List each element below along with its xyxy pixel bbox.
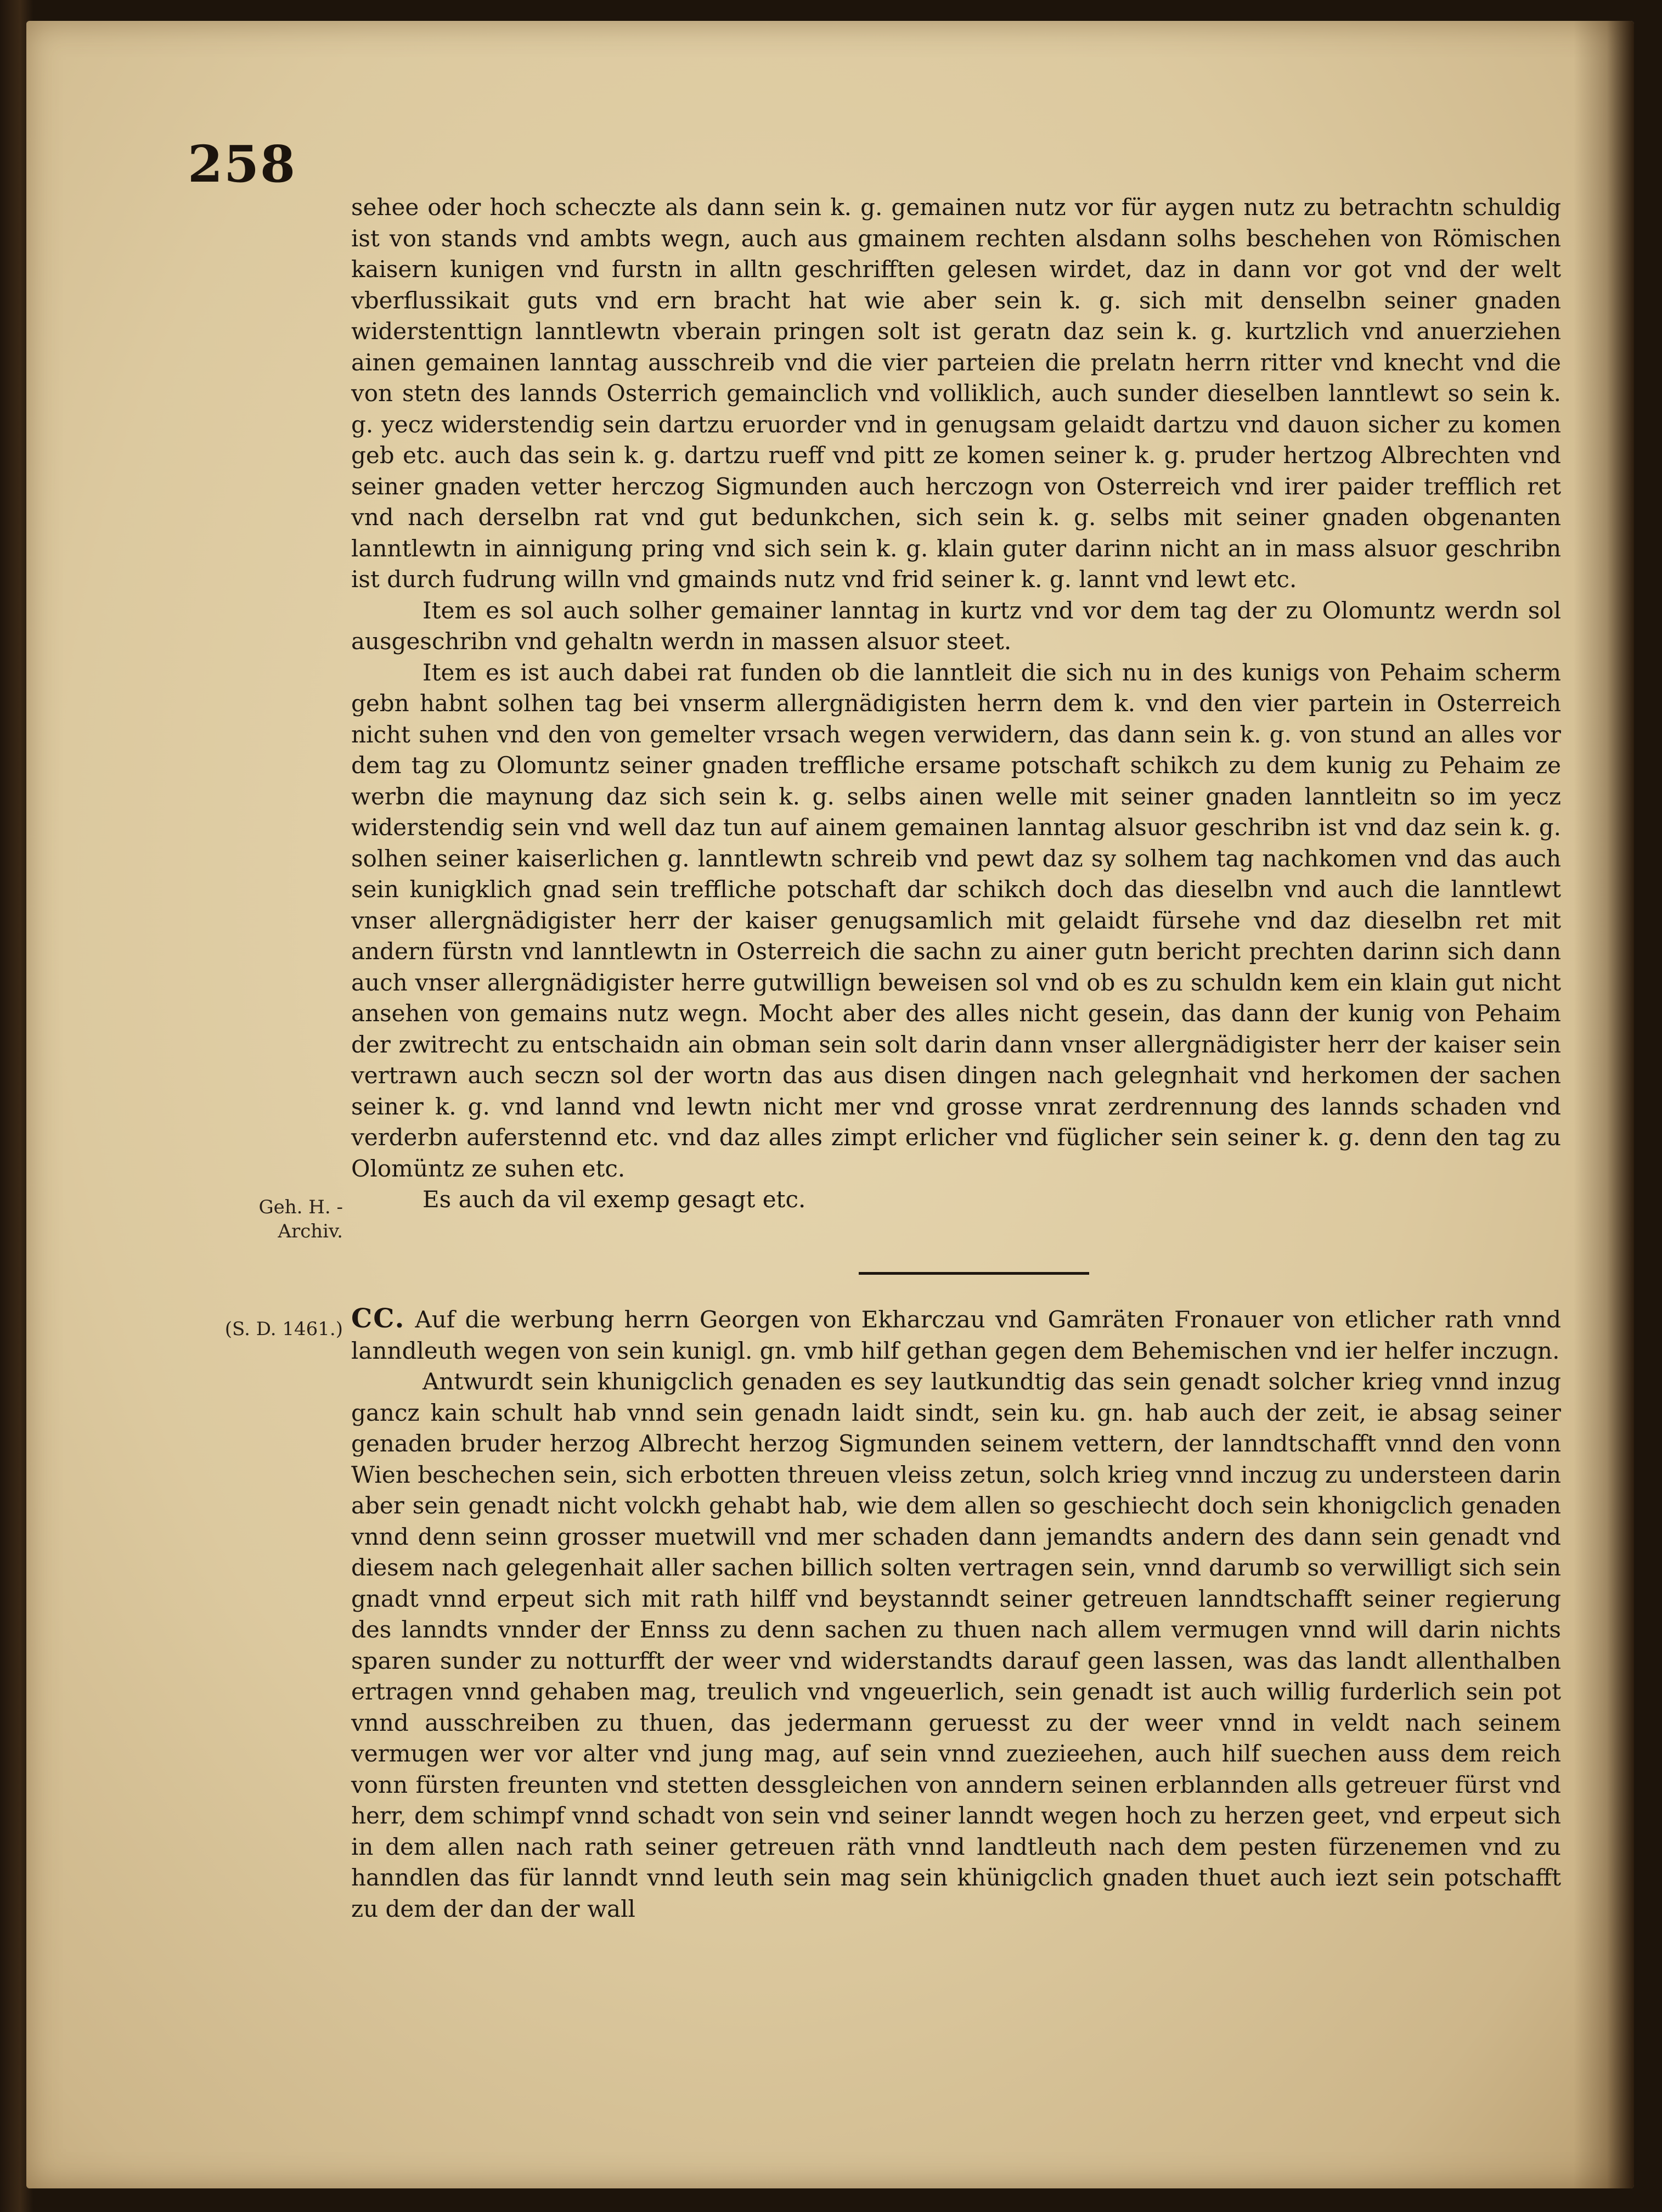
paragraph-2: Item es sol auch solher gemainer lanntag in kurtz vnd vor dem tag der zu Olomuntz werdn sol ausgeschribn vnd gehaltn werdn in massen alsuor steet.	[351, 596, 1561, 655]
document-heading	[351, 1303, 1561, 1366]
section-2-text	[351, 1303, 1561, 1924]
page-spine-shadow	[1574, 21, 1634, 2188]
document-paragraph: Antwurdt sein khunigclich genaden es sey lautkundtig das sein genadt solcher krieg vnnd inzug gancz kain schult hab vnnd sein genadn laidt sindt, sein ku. gn. hab auch der zeit, ie absag seiner genaden bruder herzog Albrecht herzog Sigmunden seinem vettern, der lanndtschafft vnnd den vonn Wien beschechen sein, sich erbotten threuen vleiss zetun, solch krieg vnnd inczug zu understeen darin aber sein genadt nicht volckh gehabt hab, wie dem allen so geschiecht doch sein khonigclich genaden vnnd denn seinn grosser muetwill vnd mer schaden dann jemandts andern des dann sein genadt vnd diesem nach gelegenhait aller sachen billich solten vertragen sein, vnnd darumb so verwilligt sich sein gnadt vnnd erpeut sich mit rath hilff vnd beystanndt seiner getreuen lanndtschafft seiner regierung des lanndts vnnder der Ennss zu denn sachen zu thuen nach allem vermugen vnnd will darin nichts sparen sunder zu notturfft der weer vnd widerstandts darauf geen lassen, was das landt allenthalben ertragen vnnd gehaben mag, treulich vnd vngeuerlich, sein genadt ist auch willig furderlich sein pot vnnd ausschreiben zu thuen, das jedermann geruesst zu der weer vnnd in veldt nach seinem vermugen wer vor alter vnd jung mag, auf sein vnnd zuezieehen, auch hilf suechen auss dem reich vonn fürsten freunten vnd stetten dessgleichen von anndern seinen erblannden alls getreuer fürst vnd herr, dem schimpf vnnd schadt von sein vnd seiner lanndt wegen hoch zu herzen geet, vnd erpeut sich in dem allen nach rath seiner getreuen räth vnnd landtleuth nach dem pesten fürzenemen vnd zu hanndlen das für lanndt vnnd leuth sein mag sein khünigclich gnaden thuet auch iezt sein potschafft zu dem der dan der wall	[351, 1368, 1561, 1922]
page-number: 258	[188, 134, 297, 194]
document-heading-text: Auf die werbung herrn Georgen von Ekharczau vnd Gamräten Fronauer von etlicher rath vnnd lanndleuth wegen von sein kunigl. gn. vmb hilf gethan gegen dem Behemischen vnd ier helfer inczugn.	[351, 1306, 1561, 1364]
paragraph-4: Es auch da vil exemp gesagt etc.	[422, 1186, 806, 1213]
document-number: CC.	[351, 1303, 405, 1334]
section-divider	[859, 1272, 1089, 1275]
section-1-text	[351, 192, 1561, 1215]
paragraph-1: sehee oder hoch scheczte als dann sein k. g. gemainen nutz vor für aygen nutz zu betrachtn schuldig ist von stands vnd ambts wegn, auch aus gmainem rechten alsdann solhs beschehen von Römischen kaisern kunigen vnd furstn in alltn geschrifften gelesen wirdet, daz in dann vor got vnd der welt vberflussikait guts vnd ern bracht hat wie aber sein k. g. sich mit denselbn seiner gnaden widerstenttign lanntlewtn vberain pringen solt ist geratn daz sein k. g. kurtzlich vnd anuerziehen ainen gemainen lanntag ausschreib vnd die vier parteien die prelatn herrn ritter vnd knecht vnd die von stetn des lannds Osterrich gemainclich vnd volliklich, auch sunder dieselben lanntlewt so sein k. g. yecz widerstendig sein dartzu eruorder vnd in genugsam gelaidt dartzu vnd dauon sicher zu komen geb etc. auch das sein k. g. dartzu rueff vnd pitt ze komen seiner k. g. pruder hertzog Albrechten vnd seiner gnaden vetter herczog Sigmunden auch herczogn von Osterreich vnd irer paider trefflich ret vnd nach derselbn rat vnd gut bedunkchen, sich sein k. g. selbs mit seiner gnaden obgenanten lanntlewtn in ainnigung pring vnd sich sein k. g. klain guter darinn nicht an in mass alsuor geschribn ist durch fudrung willn vnd gmainds nutz vnd frid seiner k. g. lannt vnd lewt etc.	[351, 194, 1561, 593]
date-margin-note: (S. D. 1461.)	[224, 1318, 343, 1340]
paragraph-3: Item es ist auch dabei rat funden ob die lanntleit die sich nu in des kunigs von Pehaim scherm gebn habnt solhen tag bei vnserm allergnädigisten herrn dem k. vnd den vier partein in Osterreich nicht suhen vnd den von gemelter vrsach wegen verwidern, das dann sein k. g. von stund an alles vor dem tag zu Olomuntz seiner gnaden treffliche ersame potschaft schikch zu dem kunig zu Pehaim ze werbn die maynung daz sich sein k. g. selbs ainen welle mit seiner gnaden lanntleitn so im yecz widerstendig sein vnd well daz tun auf ainem gemainen lanntag alsuor geschribn ist vnd daz sein k. g. solhen seiner kaiserlichen g. lanntlewtn schreib vnd pewt daz sy solhem tag nachkomen vnd das auch sein kunigklich gnad sein treffliche potschaft dar schikch doch das dieselbn vnd auch die lanntlewt vnser allergnädigister herr der kaiser genugsamlich mit gelaidt fürsehe vnd daz dieselbn ret mit andern fürstn vnd lanntlewtn in Osterreich die sachn zu ainer gutn bericht prechten darinn sich dann auch vnser allergnädigister herre gutwillign beweisen sol vnd ob es zu schuldn kem ein klain gut nicht ansehen von gemains nutz wegn. Mocht aber des alles nicht gesein, das dann der kunig von Pehaim der zwitrecht zu entschaidn ain obman sein solt darin dann vnser allergnädigister herr der kaiser sein vertrawn auch seczn sol der wortn das aus disen dingen nach gelegnhait vnd herkomen der sachen seiner k. g. vnd lannd vnd lewtn nicht mer vnd grosse vnrat zerdrennung des lannds schaden vnd verderbn auferstennd etc. vnd daz alles zimpt erlicher vnd füglicher sein seiner k. g. denn den tag zu Olomüntz ze suhen etc.	[351, 658, 1561, 1182]
archive-margin-note: Geh. H. - Archiv.	[258, 1196, 343, 1242]
